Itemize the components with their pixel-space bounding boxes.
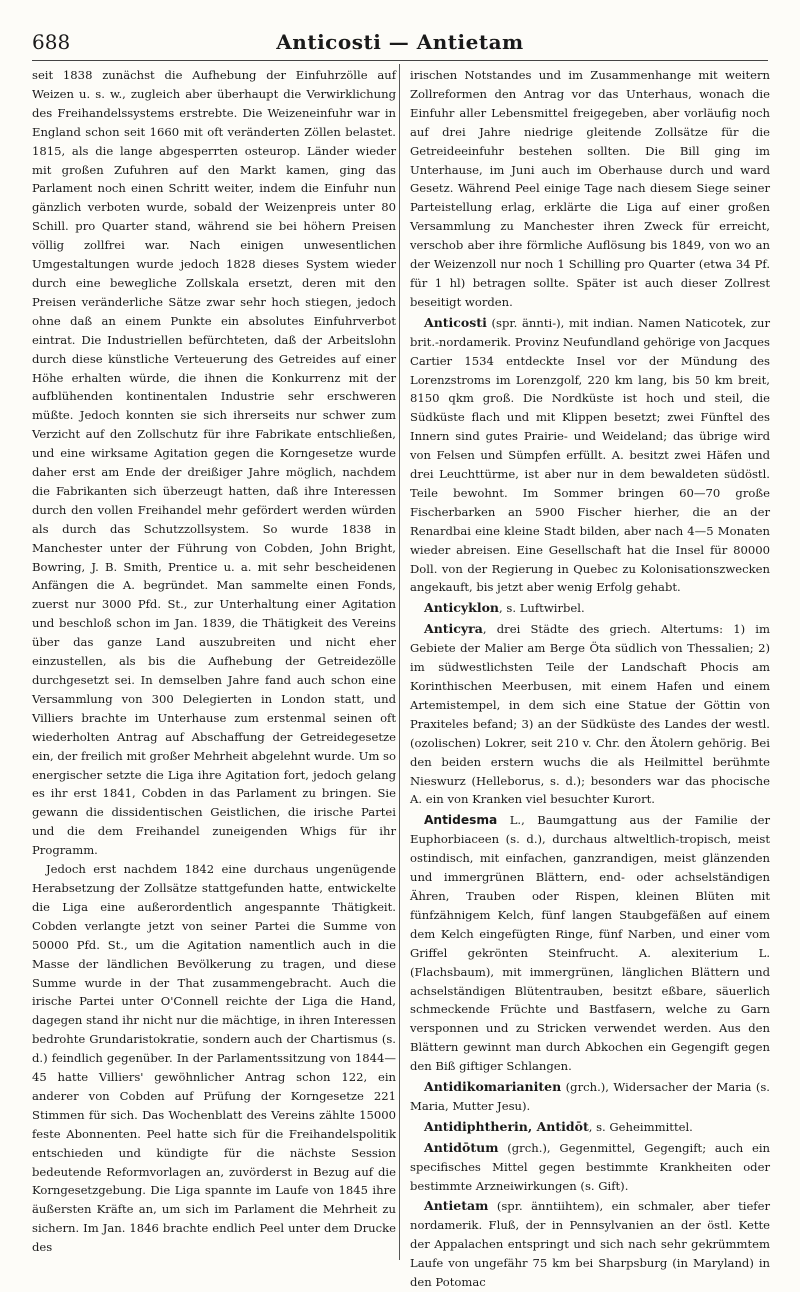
entry-headword: Antidiphtherin, Antidōt [424, 1118, 589, 1134]
dictionary-entry [410, 620, 770, 809]
entry-text: L., Baumgattung aus der Familie der Euphorbiaceen (s. d.), durchaus altweltlich-tropisch, meist ostindisch, mit einfachen, ganzrandigen, meist glänzenden und immergrünen Blättern, end- oder achselständigen Ähren, Trauben oder Rispen, kleinen Blüten mit fünfzähnigem Kelch, fünf langen Staubgefäßen auf einem dem Kelch eingefügten Ringe, fünf Narben, und einer vom Griffel gekrönten Steinfrucht. A. alexiterium L. (Flachsbaum), mit immergrünen, länglichen Blättern und achselständigen Blütentrauben, besitzt eßbare, säuerlich schmeckende Früchte und Bastfasern, welche zu Garn versponnen und zu Stricken verwendet werden. Aus den Blättern gewinnt man durch Abkochen ein Gegengift gegen den Biß giftiger Schlangen. [410, 813, 770, 1074]
dictionary-entry [410, 1078, 770, 1116]
entry-text: (spr. änntiihtem), ein schmaler, aber tiefer nordamerik. Fluß, der in Pennsylvanien an der östl. Kette der Appalachen entspringt und sich nach sehr gekrümmtem Laufe von ungefähr 75 km bei Sharpsburg (in Maryland) in den Potomac [410, 1199, 770, 1290]
column-divider [399, 64, 400, 1260]
body-paragraph: seit 1838 zunächst die Aufhebung der Einfuhrzölle auf Weizen u. s. w., zugleich aber überhaupt die Verwirklichung des Freihandelssystems erstrebte. Die Weizeneinfuhr war in England schon seit 1660 mit oft veränderten Zöllen belastet. 1815, als die lange abgesperrten osteurop. Länder wieder mit großen Zufuhren auf den Markt kamen, ging das Parlament noch einen Schritt weiter, indem die Einfuhr nun gänzlich verboten wurde, sobald der Weizenpreis unter 80 Schill. pro Quarter stand, während sie bei höhern Preisen völlig zollfrei war. Nach einigen unwesentlichen Umgestaltungen wurde jedoch 1828 dieses System wieder durch eine bewegliche Zollskala ersetzt, deren mit den Preisen veränderliche Sätze zwar sehr hoch stiegen, jedoch ohne daß an einem Punkte ein absolutes Einfuhrverbot eintrat. Die Industriellen befürchteten, daß der Arbeitslohn durch diese künstliche Verteuerung des Getreides auf einer Höhe erhalten würde, die ihnen die Konkurrenz mit der aufblühenden kontinentalen Industrie sehr erschweren müßte. Jedoch konnten sie sich ihrerseits nur schwer zum Verzicht auf den Zollschutz für ihre Fabrikate entschließen, und eine wirksame Agitation gegen die Korngesetze wurde daher erst am Ende der dreißiger Jahre möglich, nachdem die Fabrikanten sich überzeugt hatten, daß ihre Interessen durch den vollen Freihandel mehr gefördert werden würden als durch das Schutzzollsystem. So wurde 1838 in Manchester unter der Führung von Cobden, John Bright, Bowring, J. B. Smith, Prentice u. a. mit sehr bescheidenen Anfängen die A. begründet. Man sammelte einen Fonds, zuerst nur 3000 Pfd. St., zur Unterhaltung einer Agitation und beschloß schon im Jan. 1839, die Thätigkeit des Vereins über das ganze Land auszubreiten und nicht eher einzustellen, als bis die Aufhebung der Getreidezölle durchgesetzt sei. In demselben Jahre fand auch schon eine Versammlung von 300 Delegierten in London statt, und Villiers brachte im Unterhause zum erstenmal seinen oft wiederholten Antrag auf Abschaffung der Getreidegesetze ein, der freilich mit großer Mehrheit abgelehnt wurde. Um so energischer setzte die Liga ihre Agitation fort, jedoch gelang es ihr erst 1841, Cobden in das Parlament zu bringen. Sie gewann die dissidentischen Geistlichen, die irische Partei und die dem Freihandel zuneigenden Whigs für ihr Programm. [32, 68, 396, 858]
entry-text: (grch.), Gegenmittel, Gegengift; auch ein specifisches Mittel gegen bestimmte Krankheiten oder bestimmte Arzneiwirkungen (s. Gift). [410, 1140, 770, 1193]
entry-text: (grch.), Widersacher der Maria (s. Maria, Mutter Jesu). [410, 1080, 770, 1113]
dictionary-entry [410, 1118, 770, 1137]
page-header [32, 30, 768, 61]
entry-headword: Antidikomarianiten [424, 1079, 562, 1095]
entry-headword: Anticyra [424, 621, 483, 637]
left-column [32, 66, 396, 1257]
dictionary-entry [410, 811, 770, 1076]
entry-headword: Antidōtum [424, 1139, 499, 1155]
entry-headword: Antidesma [424, 813, 498, 828]
body-paragraph: irischen Notstandes und im Zusammenhange mit weitern Zollreformen den Antrag vor das Unterhaus, wonach die Einfuhr aller Lebensmittel freigegeben, aber vorläufig noch auf drei Jahre niedrige gleitende Zollsätze für die Getreideeinfuhr bestehen sollten. Die Bill ging im Unterhause, im Juni auch im Oberhause durch und ward Gesetz. Während Peel einige Tage nach diesem Siege seiner Parteistellung erlag, erklärte die Liga auf einer großen Versammlung zu Manchester ihren Zweck für erreicht, verschob aber ihre förmliche Auflösung bis 1849, von wo an der Weizenzoll nur noch 1 Schilling pro Quarter (etwa 34 Pf. für 1 hl) betragen sollte. Später ist auch dieser Zollrest beseitigt worden. [410, 68, 770, 309]
dictionary-entry [410, 1197, 770, 1292]
right-column [410, 66, 770, 1292]
entry-headword: Anticyklon [424, 600, 500, 616]
body-paragraph: Jedoch erst nachdem 1842 eine durchaus ungenügende Herabsetzung der Zollsätze stattgefunden hatte, entwickelte die Liga eine außerordentlich angespannte Thätigkeit. Cobden verlangte jetzt von seiner Partei die Summe von 50000 Pfd. St., um die Agitation namentlich auch in die Masse der ländlichen Bevölkerung zu tragen, und diese Summe wurde in der That zusammengebracht. Auch die irische Partei unter O'Connell reichte der Liga die Hand, dagegen stand ihr nicht nur die mächtige, in ihren Interessen bedrohte Grundaristokratie, sondern auch der Chartismus (s. d.) feindlich gegenüber. In der Parlamentssitzung von 1844—45 hatte Villiers' gewöhnlicher Antrag schon 122, ein anderer von Cobden auf Prüfung der Korngesetze 221 Stimmen für sich. Das Wochenblatt des Vereins zählte 15000 feste Abonnenten. Peel hatte sich für die Freihandelspolitik entschieden und kündigte für die nächste Session bedeutende Reformvorlagen an, zuvörderst in Bezug auf die Korngesetzgebung. Die Liga spannte im Laufe von 1845 ihre äußersten Kräfte an, um sich im Parlament die Mehrheit zu sichern. Im Jan. 1846 brachte endlich Peel unter dem Drucke des [32, 862, 396, 1255]
entry-text: , s. Geheimmittel. [588, 1119, 693, 1134]
page-number: 688 [32, 30, 71, 54]
entry-headword: Antietam [424, 1198, 489, 1214]
entry-text: , drei Städte des griech. Altertums: 1) im Gebiete der Malier am Berge Öta südlich von Thessalien; 2) im südwestlichsten Teile der Landschaft Phocis am Korinthischen Meerbusen, mit einem Hafen und einem Artemistempel, in dem sich eine Statue der Göttin von Praxiteles befand; 3) an der Südküste des Landes der westl. (ozolischen) Lokrer, seit 210 v. Chr. den Ätolern gehörig. Bei den beiden erstern wuchs die als Heilmittel berühmte Nieswurz (Helleborus, s. d.); besonders war das phocische A. ein von Kranken viel besuchter Kurort. [410, 622, 770, 807]
page-title: Anticosti — Antietam [276, 30, 524, 54]
dictionary-entry [410, 314, 770, 598]
entry-text: (spr. ännti-), mit indian. Namen Naticotek, zur brit.-nordamerik. Provinz Neufundland gehörige von Jacques Cartier 1534 entdeckte Insel vor der Mündung des Lorenzstroms im Lorenzgolf, 220 km lang, bis 50 km breit, 8150 qkm groß. Die Nordküste ist hoch und steil, die Südküste flach und mit Klippen besetzt; zwei Fünftel des Innern sind gutes Prairie- und Weideland; das übrige wird von Felsen und Sümpfen erfüllt. A. besitzt zwei Häfen und drei Leuchttürme, ist aber nur in dem bewaldeten südöstl. Teile bewohnt. Im Sommer bringen 60—70 große Fischerbarken an 5900 Fischer hierher, die an der Renardbai eine kleine Stadt bilden, aber nach 4—5 Monaten wieder abreisen. Eine Gesellschaft hat die Insel für 80000 Doll. von der Regierung in Quebec zu Kolonisationszwecken angekauft, bis jetzt aber wenig Erfolg gehabt. [410, 315, 770, 595]
entry-headword: Anticosti [424, 314, 487, 330]
dictionary-entry [410, 599, 770, 618]
entry-text: , s. Luftwirbel. [499, 601, 585, 616]
dictionary-entry [410, 1139, 770, 1196]
